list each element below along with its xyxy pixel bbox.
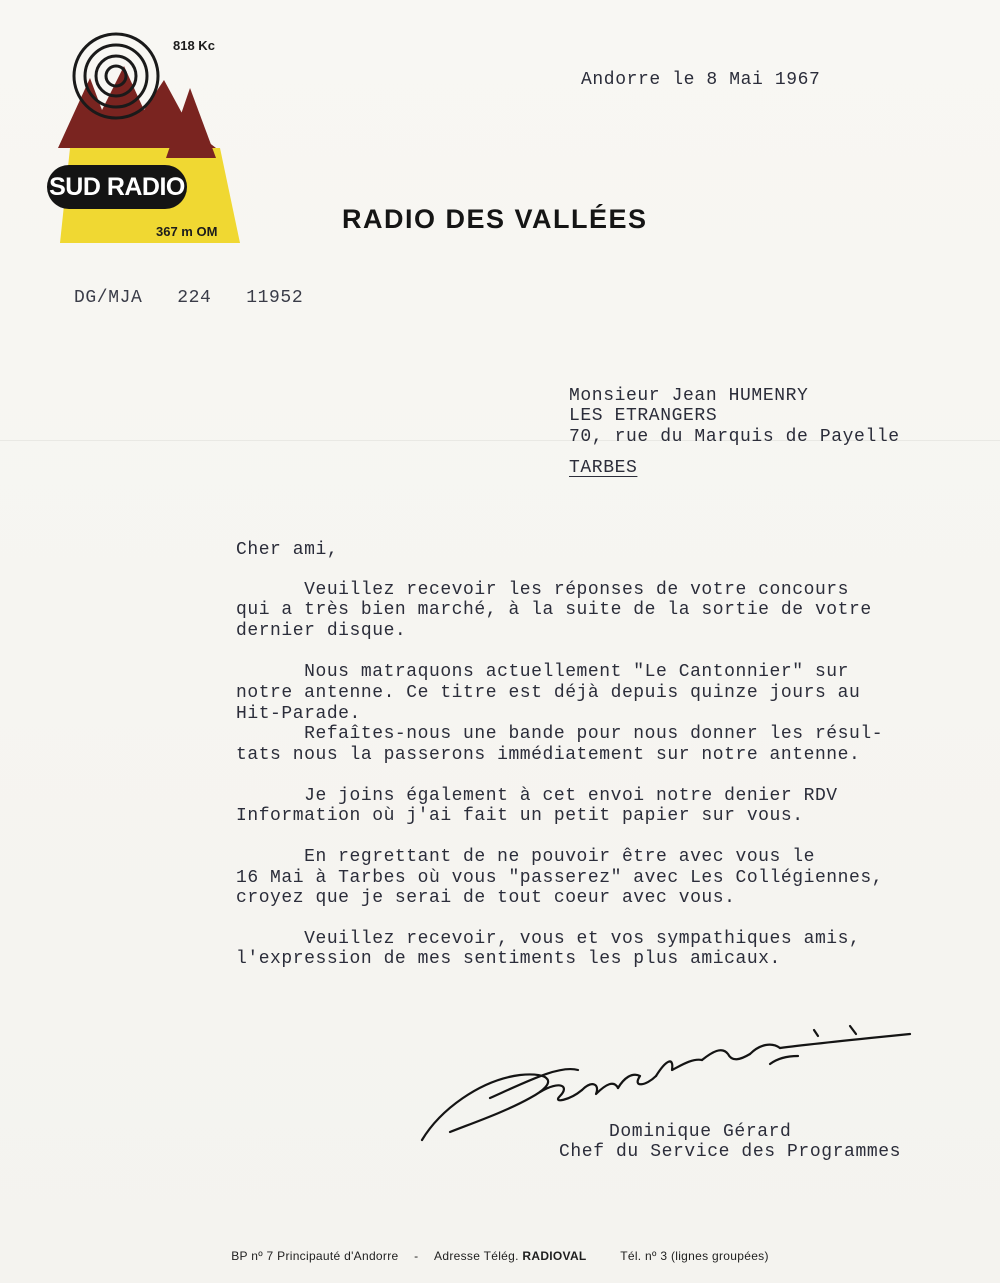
footer-telegraph-label: Adresse Télég. [434,1249,519,1263]
logo-brand-pill: SUD RADIO [47,165,187,209]
body-line: Veuillez recevoir, vous et vos sympathiques amis, [236,929,861,949]
body-line: Veuillez recevoir les réponses de votre concours [236,580,849,600]
body-line: 16 Mai à Tarbes où vous "passerez" avec Les Collégiennes, [236,868,884,888]
logo-wavelength: 367 m OM [156,224,218,239]
recipient-line: 70, rue du Marquis de Payelle [569,427,900,447]
body-line: Refaîtes-nous une bande pour nous donner les résul- [236,724,884,744]
letter-date: Andorre le 8 Mai 1967 [581,70,821,90]
body-line: Je joins également à cet envoi notre denier RDV [236,786,838,806]
footer-address: BP nº 7 Principauté d'Andorre [231,1249,399,1263]
body-line: Hit-Parade. [236,704,361,724]
salutation: Cher ami, [236,540,339,560]
body-line: qui a très bien marché, à la suite de la sortie de votre [236,600,872,620]
signatory-title: Chef du Service des Programmes [559,1142,902,1162]
footer-telegraph [434,1249,587,1263]
sud-radio-logo [40,18,260,250]
recipient-city: TARBES [569,458,638,478]
recipient-line: LES ETRANGERS [569,406,718,426]
reference-number: DG/MJA 224 11952 [74,288,304,308]
body-line: dernier disque. [236,621,407,641]
signatory-name: Dominique Gérard [609,1122,792,1142]
logo-graphic [40,18,260,250]
letterhead-footer [0,1249,1000,1263]
logo-frequency: 818 Kc [173,38,215,53]
body-line: Nous matraquons actuellement "Le Cantonnier" sur [236,662,849,682]
body-line: notre antenne. Ce titre est déjà depuis quinze jours au [236,683,861,703]
body-line: tats nous la passerons immédiatement sur notre antenne. [236,745,861,765]
recipient-line: Monsieur Jean HUMENRY [569,386,809,406]
body-line: En regrettant de ne pouvoir être avec vous le [236,847,815,867]
body-line: l'expression de mes sentiments les plus amicaux. [236,949,781,969]
footer-telegraph-code: RADIOVAL [522,1249,587,1263]
footer-separator: - [414,1249,419,1263]
footer-phone: Tél. nº 3 (lignes groupées) [620,1249,769,1263]
body-line: Information où j'ai fait un petit papier sur vous. [236,806,804,826]
body-line: croyez que je serai de tout coeur avec vous. [236,888,736,908]
station-title: RADIO DES VALLÉES [342,204,648,234]
